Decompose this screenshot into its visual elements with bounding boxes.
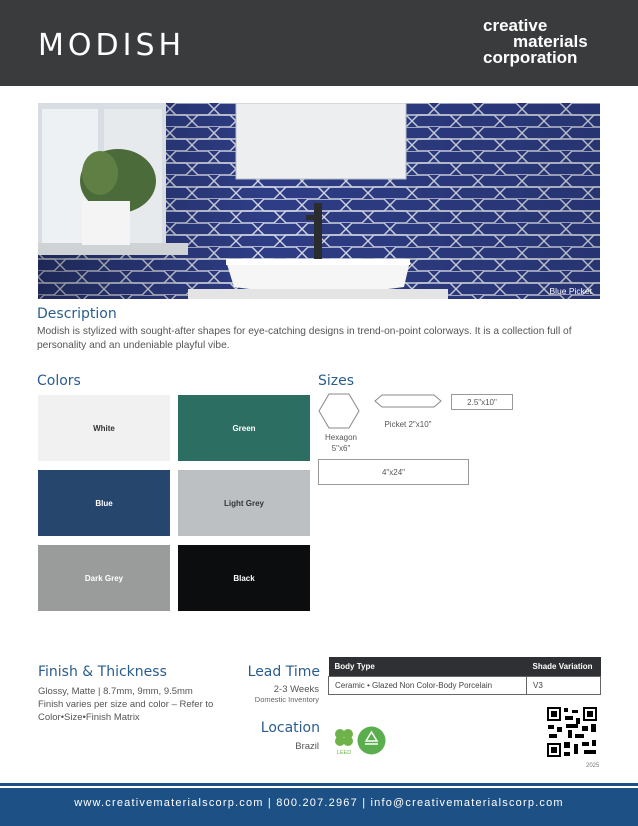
swatch-black: Black <box>178 545 310 611</box>
lead-time-value: 2-3 Weeks <box>273 684 319 695</box>
footer-contact[interactable]: www.creativematerialscorp.com | 800.207.2967 | info@creativematerialscorp.com <box>74 797 564 809</box>
lead-time-note: Domestic Inventory <box>254 695 319 704</box>
sizes-heading: Sizes <box>318 373 355 389</box>
swatch-white: White <box>38 395 170 461</box>
picket-label: Picket 2"x10" <box>384 420 432 429</box>
table-row <box>329 677 601 695</box>
recycle-icon <box>357 726 386 755</box>
description-heading: Description <box>37 306 117 322</box>
leed-text: LEED <box>336 750 352 755</box>
hexagon-shape <box>318 393 360 429</box>
swatch-green: Green <box>178 395 310 461</box>
page-footer <box>0 788 638 826</box>
swatch-dark-grey: Dark Grey <box>38 545 170 611</box>
spec-table <box>328 657 601 695</box>
hero-image <box>38 103 600 299</box>
spec-table-header <box>329 657 601 677</box>
lead-time-heading: Lead Time <box>247 664 320 680</box>
hero-caption: Blue Picket <box>549 286 592 296</box>
bathroom-illustration <box>38 103 600 299</box>
header-body-type: Body Type <box>329 657 527 677</box>
company-logo: creative materials corporation <box>483 16 588 67</box>
size-2-5x10: 2.5"x10" <box>451 394 513 410</box>
colors-heading: Colors <box>37 373 81 389</box>
cell-shade-variation: V3 <box>527 677 601 695</box>
footer-stripe <box>0 783 638 786</box>
finish-heading: Finish & Thickness <box>38 664 167 680</box>
qr-code[interactable] <box>546 706 598 758</box>
picket-shape <box>374 394 442 408</box>
product-title: MODISH <box>38 28 186 63</box>
swatch-light-grey: Light Grey <box>178 470 310 536</box>
size-4x24: 4"x24" <box>318 459 469 485</box>
cell-body-type: Ceramic • Glazed Non Color-Body Porcelain <box>329 677 527 695</box>
swatch-blue: Blue <box>38 470 170 536</box>
leed-clover-icon <box>333 727 355 755</box>
location-heading: Location <box>260 720 320 736</box>
year-label: 2025 <box>586 763 600 769</box>
hexagon-label: Hexagon 5"x6" <box>324 433 358 453</box>
header-shade-variation: Shade Variation <box>527 657 601 677</box>
finish-text: Glossy, Matte | 8.7mm, 9mm, 9.5mm Finish varies per size and color – Refer to Color•Size•Finish Matrix <box>38 686 214 723</box>
description-text: Modish is stylized with sought-after shapes for eye-catching designs in trend-on-point colorways. It is a collection full of personality and an undeniable playful vibe. <box>37 326 572 351</box>
location-value: Brazil <box>295 741 319 752</box>
page-header <box>0 0 638 86</box>
